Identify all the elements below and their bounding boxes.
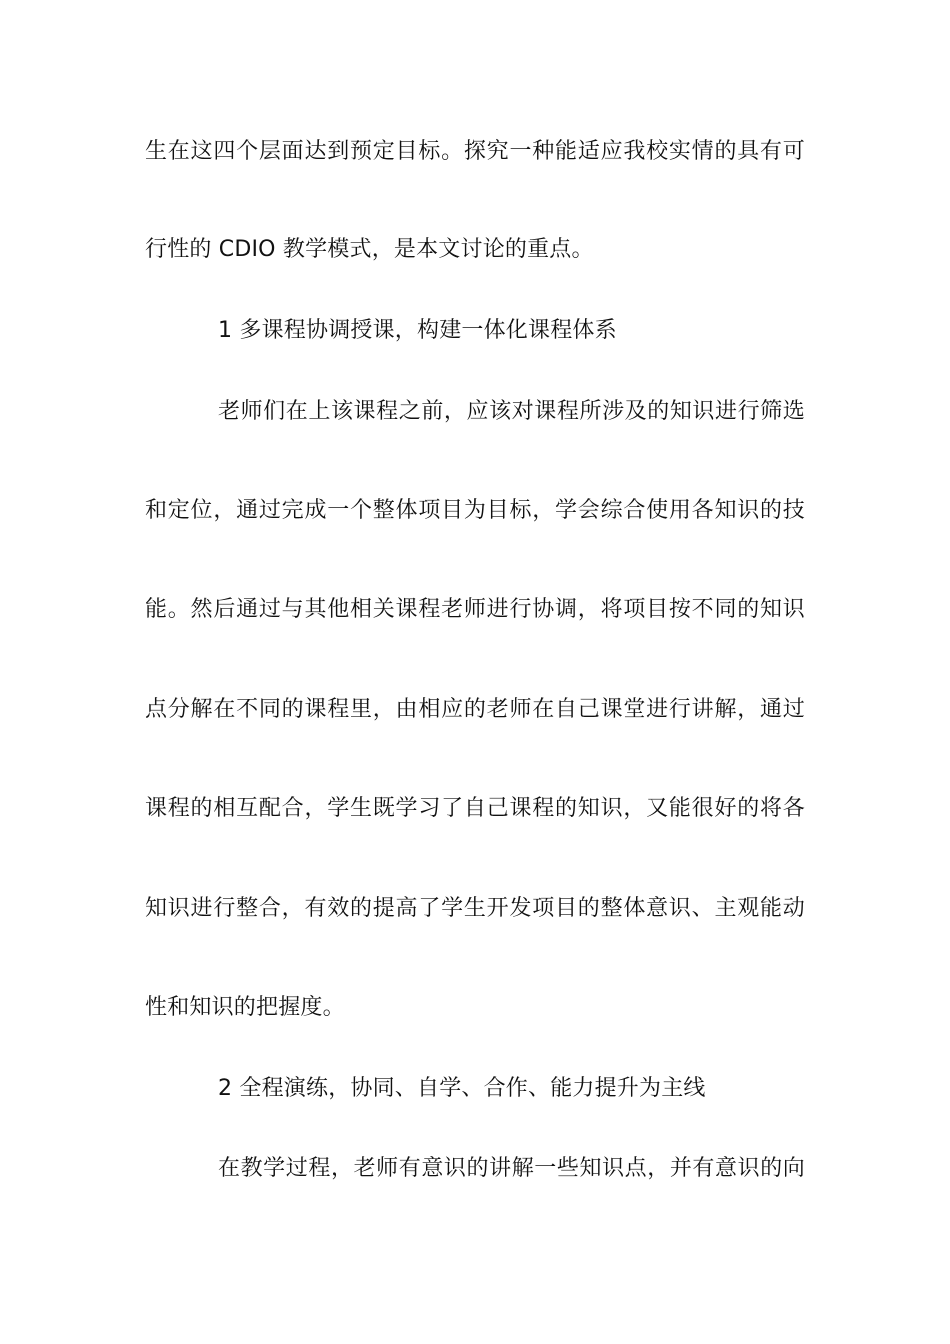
section-heading-1: 1 多课程协调授课，构建一体化课程体系 [218, 318, 617, 343]
paragraph-line: 知识进行整合，有效的提高了学生开发项目的整体意识、主观能动 [145, 896, 805, 921]
paragraph-line: 在教学过程，老师有意识的讲解一些知识点，并有意识的向 [218, 1156, 805, 1181]
paragraph-line: 和定位，通过完成一个整体项目为目标，学会综合使用各知识的技 [145, 498, 805, 523]
paragraph-line: 能。然后通过与其他相关课程老师进行协调，将项目按不同的知识 [145, 597, 805, 622]
paragraph-line: 课程的相互配合，学生既学习了自己课程的知识，又能很好的将各 [145, 796, 805, 821]
paragraph-line: 老师们在上该课程之前，应该对课程所涉及的知识进行筛选 [218, 399, 805, 424]
paragraph-line: 性和知识的把握度。 [145, 995, 345, 1020]
paragraph-line: 生在这四个层面达到预定目标。探究一种能适应我校实情的具有可 [145, 139, 805, 164]
paragraph-line: 行性的 CDIO 教学模式，是本文讨论的重点。 [145, 237, 594, 262]
section-heading-2: 2 全程演练，协同、自学、合作、能力提升为主线 [218, 1076, 706, 1101]
paragraph-line: 点分解在不同的课程里，由相应的老师在自己课堂进行讲解，通过 [145, 697, 805, 722]
